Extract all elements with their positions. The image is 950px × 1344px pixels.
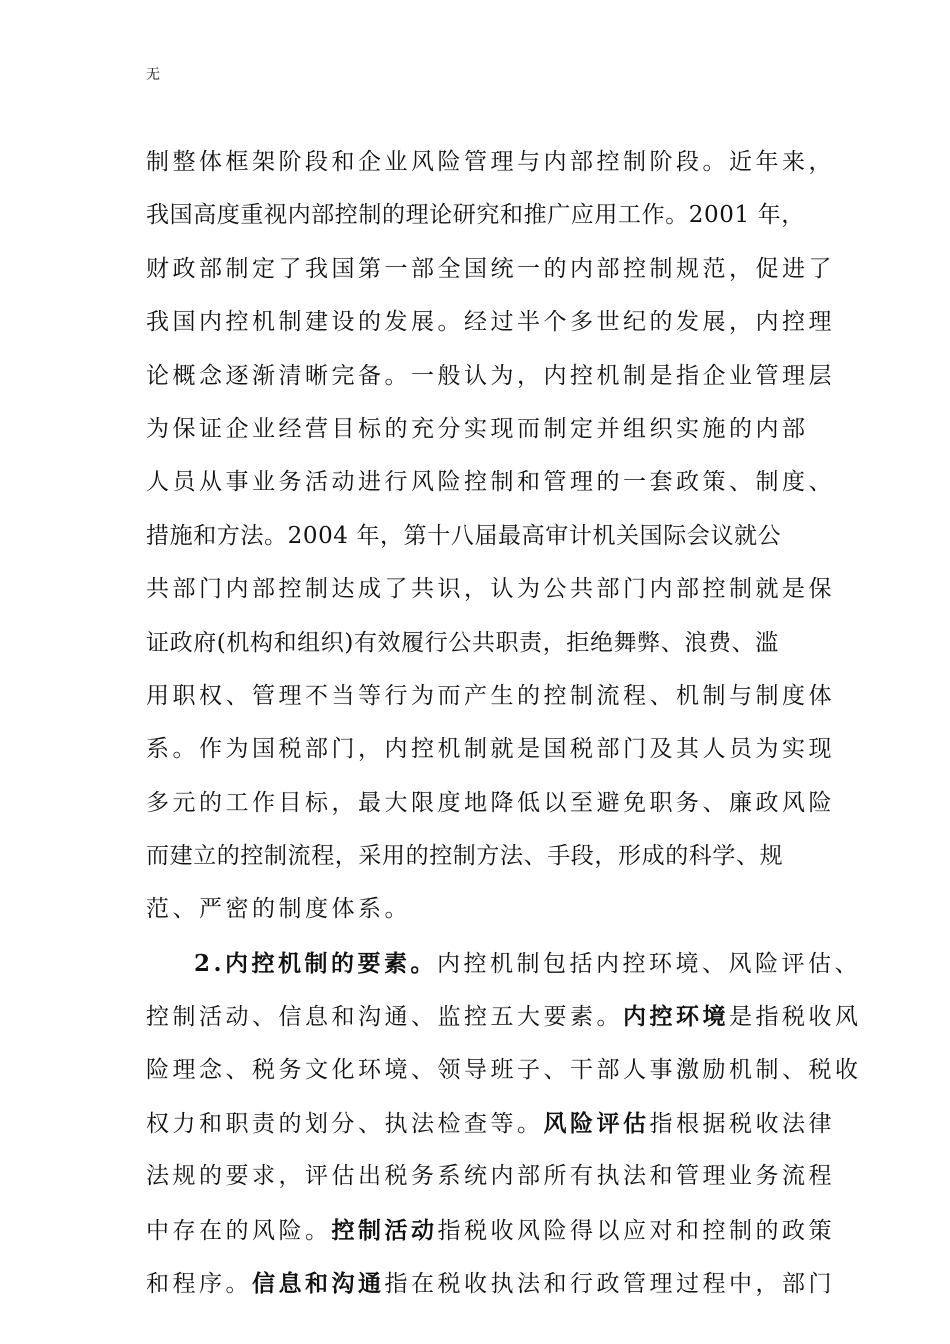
paragraph-2-line-7 <box>146 1257 835 1310</box>
text-span: 和程序。 <box>146 1271 252 1298</box>
text-span: 内控机制包括内控环境、风险评估、 <box>437 950 862 977</box>
text-line: 而建立的控制流程，采用的控制方法、手段，形成的科学、规 <box>146 843 784 870</box>
text-span: 权力和职责的划分、执法检查等。 <box>146 1111 544 1138</box>
text-line: 用职权、管理不当等行为而产生的控制流程、机制与制度体 <box>146 682 835 709</box>
text-span: 中存在的风险。 <box>146 1217 332 1244</box>
term-risk-assessment: 风险评估 <box>543 1110 650 1138</box>
section-heading: 2.内控机制的要素。 <box>194 949 438 977</box>
text-line: 财政部制定了我国第一部全国统一的内部控制规范，促进了 <box>146 255 835 282</box>
text-line: 共部门内部控制达成了共识，认为公共部门内部控制就是保 <box>146 576 835 603</box>
text-span: 指在税收执法和行政管理过程中，部门 <box>384 1271 835 1298</box>
text-line: 我国内控机制建设的发展。经过半个多世纪的发展，内控理 <box>146 309 835 336</box>
paragraph-2-line-5: 法规的要求，评估出税务系统内部所有执法和管理业务流程 <box>146 1163 835 1190</box>
text-line: 我国高度重视内部控制的理论研究和推广应用工作。2001 年， <box>146 202 805 229</box>
text-line: 人员从事业务活动进行风险控制和管理的一套政策、制度、 <box>146 469 835 496</box>
paragraph-2-line-4 <box>146 1097 835 1150</box>
paragraph-2-line-1 <box>146 937 862 990</box>
paragraph-2-line-6 <box>146 1204 835 1257</box>
text-line: 论概念逐渐清晰完备。一般认为，内控机制是指企业管理层 <box>146 362 835 389</box>
text-span: 控制活动、信息和沟通、监控五大要素。 <box>146 1004 623 1031</box>
text-line: 制整体框架阶段和企业风险管理与内部控制阶段。近年来， <box>146 149 835 175</box>
text-span: 指税收风险得以应对和控制的政策 <box>437 1217 835 1244</box>
term-internal-control-environment: 内控环境 <box>623 1003 729 1031</box>
body-text <box>146 136 862 1311</box>
term-control-activities: 控制活动 <box>331 1216 438 1244</box>
text-line: 多元的工作目标，最大限度地降低以至避免职务、廉政风险 <box>146 789 835 816</box>
text-line: 系。作为国税部门，内控机制就是国税部门及其人员为实现 <box>146 736 835 763</box>
text-line: 范、严密的制度体系。 <box>146 896 411 923</box>
text-span: 指根据税收法律 <box>649 1111 835 1138</box>
text-span: 是指税收风 <box>729 1004 862 1031</box>
paragraph-2-line-3: 险理念、税务文化环境、领导班子、干部人事激励机制、税收 <box>146 1056 862 1083</box>
term-information-communication: 信息和沟通 <box>252 1270 385 1298</box>
paragraph-2-line-2 <box>146 990 862 1043</box>
text-line: 证政府(机构和组织)有效履行公共职责，拒绝舞弊、浪费、滥 <box>146 629 779 656</box>
text-line: 为保证企业经营目标的充分实现而制定并组织实施的内部 <box>146 415 809 442</box>
text-line: 措施和方法。2004 年，第十八届最高审计机关国际会议就公 <box>146 522 782 549</box>
page-header: 无 <box>146 67 160 83</box>
